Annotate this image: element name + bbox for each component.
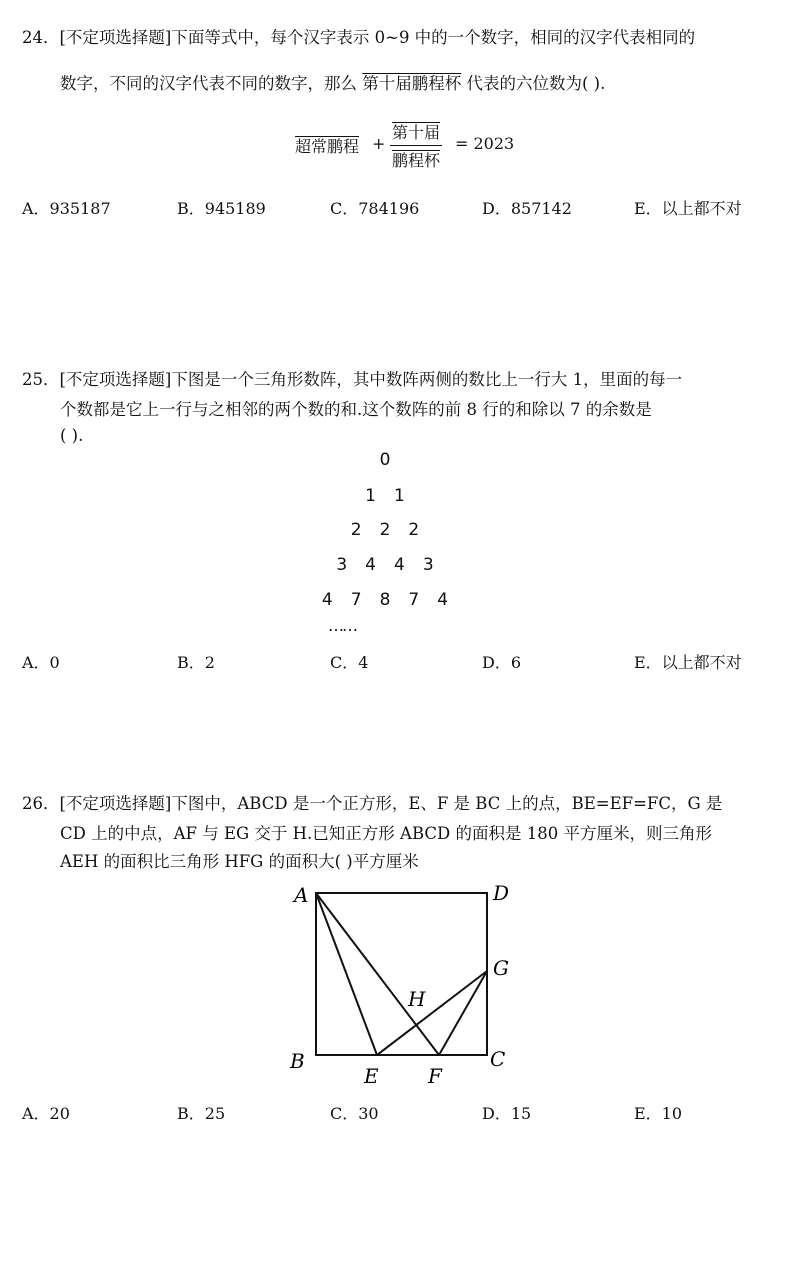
segment-ae xyxy=(316,893,377,1055)
label-g: G xyxy=(493,956,509,980)
q24-line2-post: 代表的六位数为( ). xyxy=(466,74,606,93)
q25-option-b[interactable]: B．2 xyxy=(177,653,215,672)
q26-option-a[interactable]: A．20 xyxy=(22,1104,70,1123)
triangle-cell: 0 xyxy=(379,450,391,470)
triangle-cell: 7 xyxy=(408,590,420,610)
q24-line1: 24．[不定项选择题]下面等式中，每个汉字表示 0~9 中的一个数字，相同的汉字代表相同的 xyxy=(22,28,696,47)
triangle-cell: 8 xyxy=(379,590,391,610)
triangle-cell: 4 xyxy=(321,590,333,610)
label-b: B xyxy=(290,1049,305,1073)
triangle-cell: 4 xyxy=(394,555,405,575)
q24-option-d[interactable]: D．857142 xyxy=(482,199,572,218)
q25-line1: 25．[不定项选择题]下图是一个三角形数阵，其中数阵两侧的数比上一行大 1，里面的每一 xyxy=(22,370,683,389)
label-a: A xyxy=(294,883,309,907)
label-h: H xyxy=(408,987,426,1011)
triangle-cell: 2 xyxy=(379,520,391,540)
square-abcd xyxy=(316,893,487,1055)
q25-line2: 个数都是它上一行与之相邻的两个数的和.这个数阵的前 8 行的和除以 7 的余数是 xyxy=(60,400,652,419)
q25-option-c[interactable]: C．4 xyxy=(330,653,369,672)
label-e: E xyxy=(364,1064,379,1088)
q24-option-c[interactable]: C．784196 xyxy=(330,199,420,218)
triangle-cell: 3 xyxy=(422,555,434,575)
q25-line3: ( ). xyxy=(60,426,84,445)
q24-option-b[interactable]: B．945189 xyxy=(177,199,266,218)
triangle-cell: 2 xyxy=(408,520,420,540)
q24-eq-plus: + xyxy=(372,134,386,153)
q26-line3: AEH 的面积比三角形 HFG 的面积大( )平方厘米 xyxy=(60,852,419,871)
triangle-cell: 3 xyxy=(336,555,348,575)
q24-eq-rhs: = 2023 xyxy=(455,134,515,153)
q24-option-a[interactable]: A．935187 xyxy=(22,199,111,218)
segment-eg xyxy=(377,971,487,1055)
q25-option-a[interactable]: A．0 xyxy=(22,653,60,672)
q24-line2-word: 第十届鹏程杯 xyxy=(362,74,462,93)
label-d: D xyxy=(493,881,510,905)
triangle-cell: 1 xyxy=(365,486,376,506)
q26-option-b[interactable]: B．25 xyxy=(177,1104,226,1123)
q26-option-d[interactable]: D．15 xyxy=(482,1104,532,1123)
label-f: F xyxy=(428,1064,442,1088)
triangle-cell: 7 xyxy=(350,590,362,610)
triangle-cell: 4 xyxy=(365,555,376,575)
segment-fg xyxy=(439,971,487,1055)
q24-option-e[interactable]: E．以上都不对 xyxy=(634,199,742,218)
q24-eq-denominator: 鹏程杯 xyxy=(392,151,441,170)
label-c: C xyxy=(490,1047,506,1071)
q24-line2-pre: 数字，不同的汉字代表不同的数字，那么 xyxy=(60,74,357,93)
triangle-cell: 2 xyxy=(350,520,362,540)
triangle-cell: 4 xyxy=(437,590,449,610)
triangle-cell: 1 xyxy=(394,486,405,506)
triangle-ellipsis: …… xyxy=(328,616,356,635)
q25-option-d[interactable]: D．6 xyxy=(482,653,522,672)
q24-eq-term1-text: 超常鹏程 xyxy=(295,137,360,156)
q26-line1: 26．[不定项选择题]下图中，ABCD 是一个正方形，E、F 是 BC 上的点，BE=EF=FC，G 是 xyxy=(22,794,723,813)
q26-option-c[interactable]: C．30 xyxy=(330,1104,379,1123)
q26-option-e[interactable]: E．10 xyxy=(634,1104,683,1123)
segment-af xyxy=(316,893,439,1055)
q25-option-e[interactable]: E．以上都不对 xyxy=(634,653,742,672)
q26-line2: CD 上的中点，AF 与 EG 交于 H.已知正方形 ABCD 的面积是 180 平方厘米，则三角形 xyxy=(60,824,712,843)
q24-eq-numerator: 第十届 xyxy=(392,123,441,142)
